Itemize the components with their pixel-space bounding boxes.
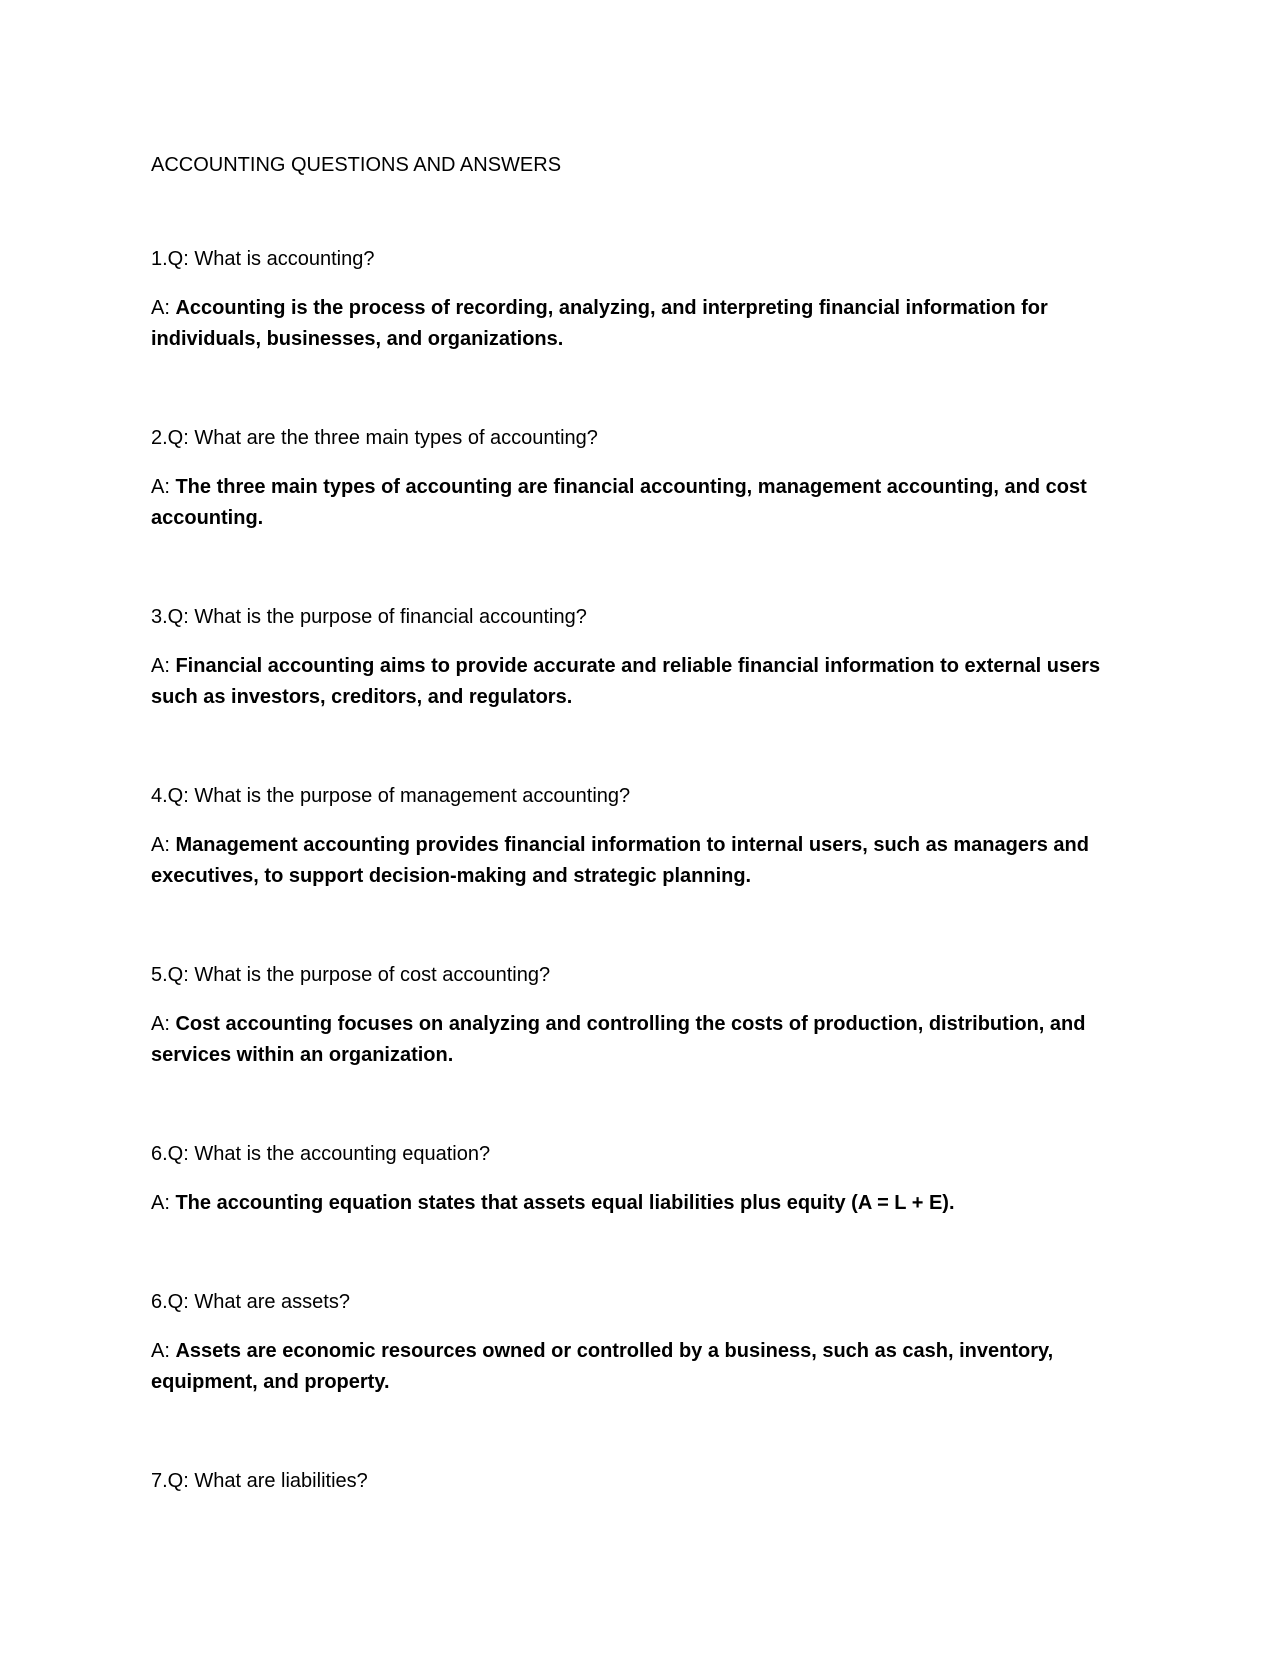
qa-item-8 <box>151 1468 1111 1494</box>
answer-paragraph <box>151 1188 1111 1219</box>
question-text: 6.Q: What is the accounting equation? <box>151 1143 491 1165</box>
answer-text: The accounting equation states that assets equal liabilities plus equity (A = L + E). <box>175 1192 955 1214</box>
document-title: ACCOUNTING QUESTIONS AND ANSWERS <box>151 154 562 176</box>
answer-text: Cost accounting focuses on analyzing and controlling the costs of production, distribution, and services within an organization. <box>151 1013 1086 1066</box>
answer-paragraph <box>151 1009 1111 1071</box>
question-text: 2.Q: What are the three main types of accounting? <box>151 427 598 449</box>
question-text: 1.Q: What is accounting? <box>151 248 375 270</box>
answer-prefix: A: <box>151 1340 176 1362</box>
answer-paragraph <box>151 472 1111 534</box>
question-text: 6.Q: What are assets? <box>151 1291 350 1313</box>
answer-text: Assets are economic resources owned or controlled by a business, such as cash, inventory, equipment, and property. <box>151 1340 1054 1393</box>
answer-paragraph <box>151 293 1111 355</box>
qa-item-2 <box>151 425 1111 534</box>
answer-prefix: A: <box>151 1192 176 1214</box>
qa-item-3 <box>151 604 1111 713</box>
answer-prefix: A: <box>151 1013 176 1035</box>
question-text: 3.Q: What is the purpose of financial accounting? <box>151 606 587 628</box>
answer-text: Management accounting provides financial information to internal users, such as managers and executives, to support decision-making and strategic planning. <box>151 834 1089 887</box>
qa-item-7 <box>151 1289 1111 1398</box>
answer-text: Accounting is the process of recording, analyzing, and interpreting financial information for individuals, businesses, and organizations. <box>151 297 1048 350</box>
answer-paragraph <box>151 830 1111 892</box>
question-text: 4.Q: What is the purpose of management accounting? <box>151 785 631 807</box>
qa-item-4 <box>151 783 1111 892</box>
qa-list <box>151 246 1111 1494</box>
answer-paragraph <box>151 1336 1111 1398</box>
answer-text: Financial accounting aims to provide accurate and reliable financial information to external users such as investors, creditors, and regulators. <box>151 655 1101 708</box>
answer-prefix: A: <box>151 476 176 498</box>
qa-item-5 <box>151 962 1111 1071</box>
qa-item-1 <box>151 246 1111 355</box>
question-text: 7.Q: What are liabilities? <box>151 1470 368 1492</box>
answer-text: The three main types of accounting are financial accounting, management accounting, and cost accounting. <box>151 476 1087 529</box>
qa-item-6 <box>151 1141 1111 1219</box>
answer-prefix: A: <box>151 297 176 319</box>
answer-prefix: A: <box>151 655 176 677</box>
answer-paragraph <box>151 651 1111 713</box>
question-text: 5.Q: What is the purpose of cost accounting? <box>151 964 551 986</box>
answer-prefix: A: <box>151 834 176 856</box>
document-body <box>151 152 1111 1515</box>
